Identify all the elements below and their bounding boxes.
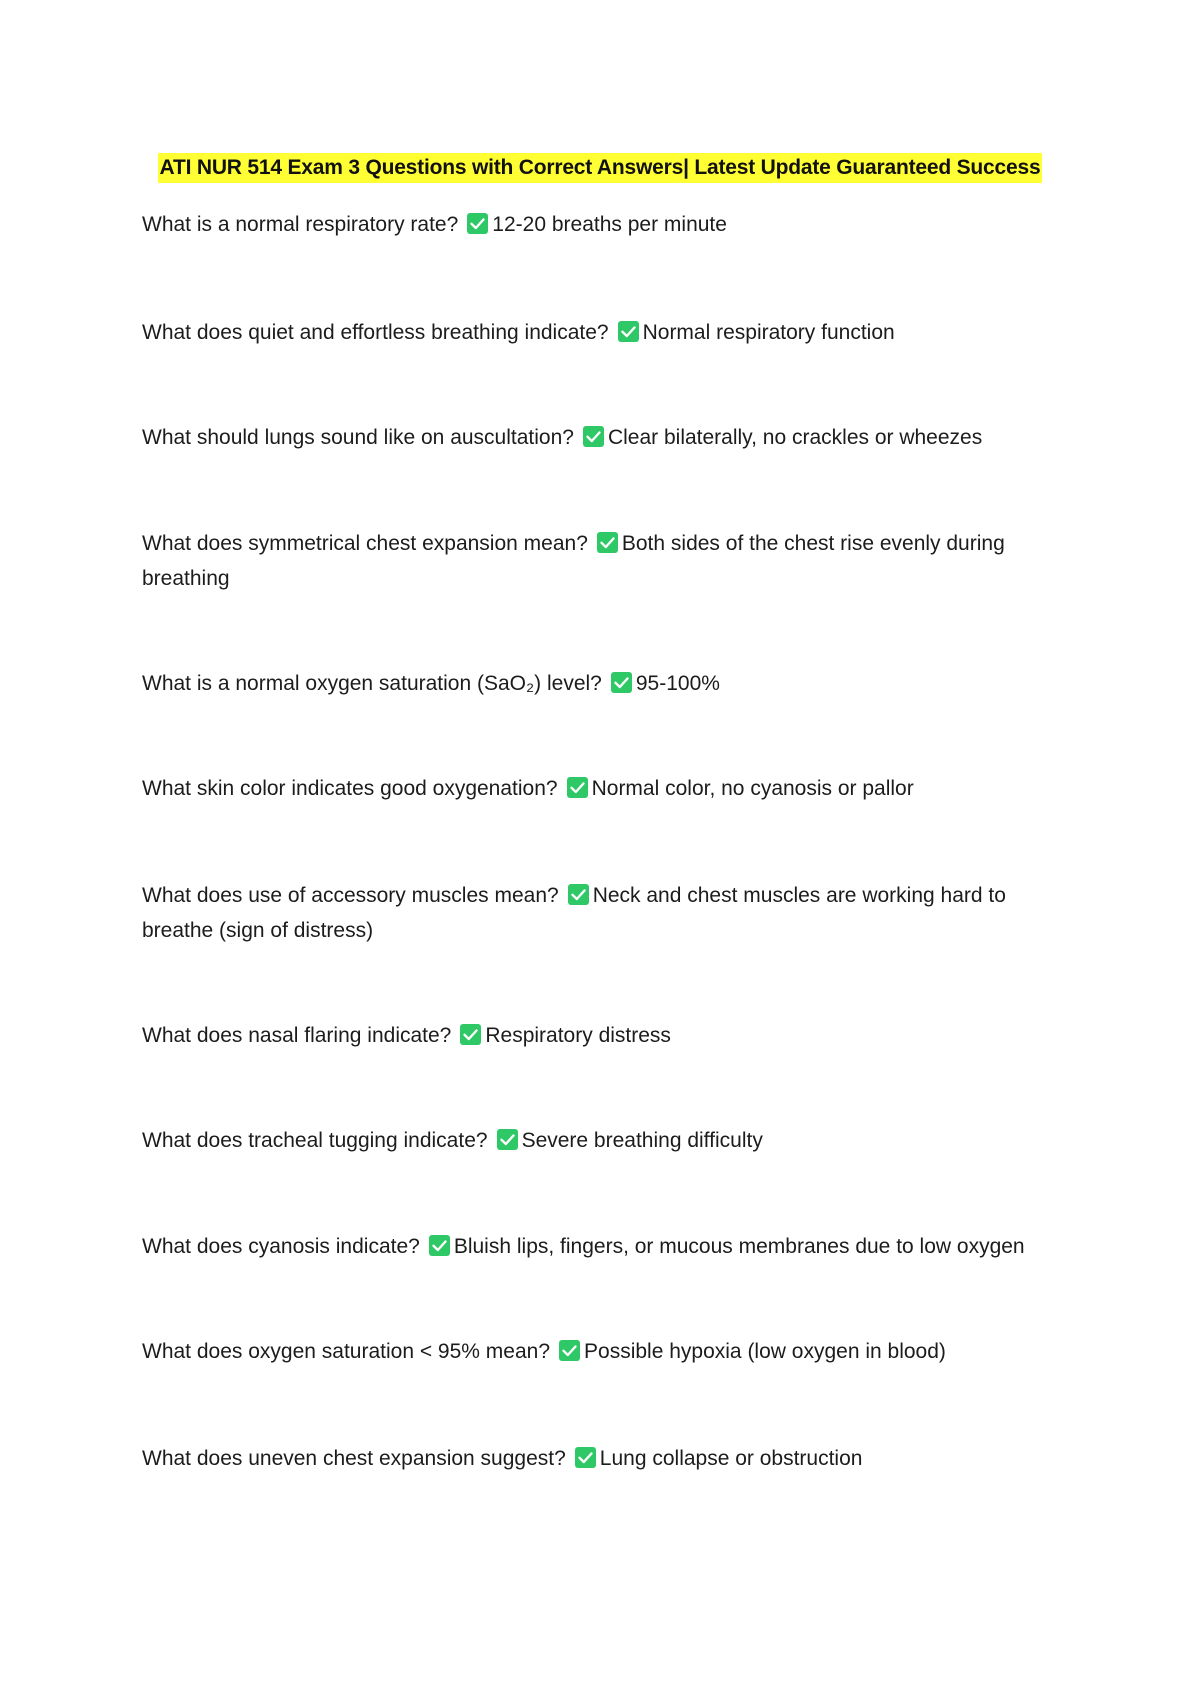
question-text: What skin color indicates good oxygenation? — [142, 777, 558, 800]
check-mark-icon — [568, 884, 589, 905]
question-text: What does quiet and effortless breathing indicate? — [142, 321, 609, 344]
question-text: What is a normal oxygen saturation (SaO₂) level? — [142, 672, 602, 695]
qa-item — [142, 526, 1062, 596]
answer-text: Possible hypoxia (low oxygen in blood) — [584, 1340, 946, 1363]
question-text: What does cyanosis indicate? — [142, 1235, 420, 1258]
answer-text: Neck and chest muscles are working hard to breathe (sign of distress) — [142, 884, 1006, 942]
answer-text: 12-20 breaths per minute — [492, 213, 727, 236]
qa-item — [142, 1018, 1062, 1053]
check-mark-icon — [597, 532, 618, 553]
check-mark-icon — [497, 1129, 518, 1150]
answer-text: Lung collapse or obstruction — [599, 1447, 863, 1470]
title-row — [0, 153, 1200, 183]
qa-item — [142, 420, 1062, 455]
question-text: What does symmetrical chest expansion mean? — [142, 532, 588, 555]
answer-text: 95-100% — [635, 672, 720, 695]
qa-item — [142, 878, 1062, 948]
question-text: What does uneven chest expansion suggest? — [142, 1447, 566, 1470]
check-mark-icon — [460, 1024, 481, 1045]
check-mark-icon — [559, 1340, 580, 1361]
question-text: What does use of accessory muscles mean? — [142, 884, 559, 907]
document-title: ATI NUR 514 Exam 3 Questions with Correct Answers| Latest Update Guaranteed Success — [158, 153, 1043, 183]
answer-text: Bluish lips, fingers, or mucous membranes due to low oxygen — [453, 1235, 1025, 1258]
answer-text: Normal respiratory function — [642, 321, 895, 344]
qa-item — [142, 771, 1062, 806]
answer-text: Severe breathing difficulty — [521, 1129, 763, 1152]
question-text: What does nasal flaring indicate? — [142, 1024, 452, 1047]
answer-text: Clear bilaterally, no crackles or wheezes — [607, 426, 983, 449]
check-mark-icon — [567, 777, 588, 798]
check-mark-icon — [583, 426, 604, 447]
question-text: What does tracheal tugging indicate? — [142, 1129, 488, 1152]
qa-item — [142, 666, 1062, 701]
question-text: What is a normal respiratory rate? — [142, 213, 459, 236]
answer-text: Respiratory distress — [485, 1024, 671, 1047]
qa-item — [142, 1123, 1062, 1158]
check-mark-icon — [611, 672, 632, 693]
check-mark-icon — [575, 1447, 596, 1468]
answer-text: Both sides of the chest rise evenly during breathing — [142, 532, 1005, 590]
question-text: What should lungs sound like on auscultation? — [142, 426, 574, 449]
answer-text: Normal color, no cyanosis or pallor — [591, 777, 914, 800]
qa-item — [142, 207, 1062, 242]
question-text: What does oxygen saturation < 95% mean? — [142, 1340, 551, 1363]
check-mark-icon — [429, 1235, 450, 1256]
qa-item — [142, 1441, 1062, 1476]
qa-item — [142, 315, 1062, 350]
qa-item — [142, 1229, 1062, 1264]
qa-item — [142, 1334, 1062, 1369]
check-mark-icon — [467, 213, 488, 234]
check-mark-icon — [618, 321, 639, 342]
